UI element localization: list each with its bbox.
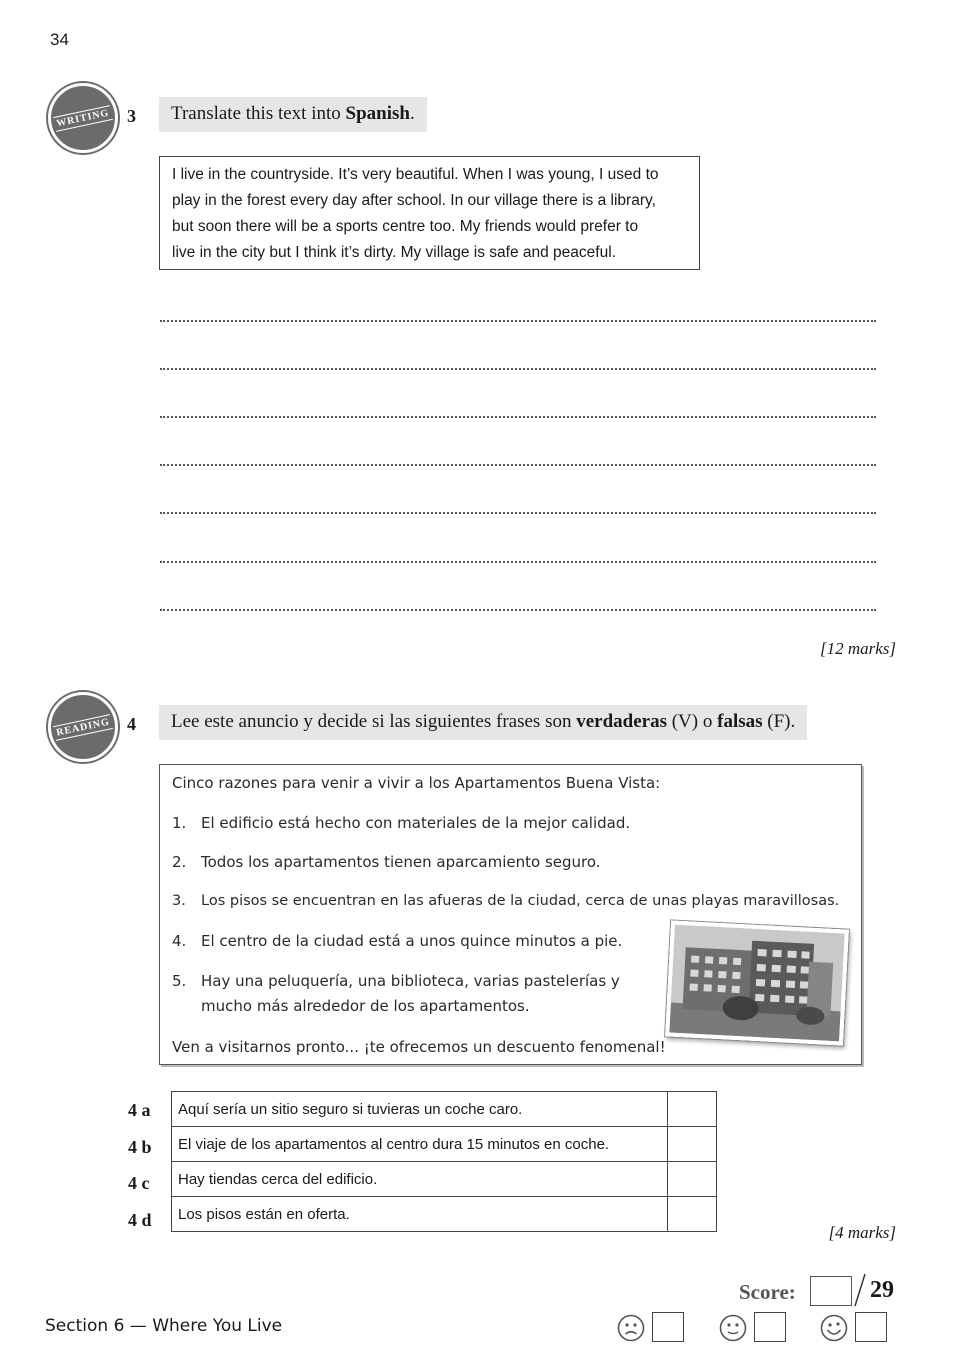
item-text: Los pisos se encuentran en las afueras de la ciudad, cerca de unas playas maravillosas. xyxy=(201,893,840,909)
question-4-instruction xyxy=(159,705,807,740)
question-3-instruction xyxy=(159,97,427,132)
item-number: 3. xyxy=(172,893,186,909)
happy-rating-box[interactable] xyxy=(855,1312,887,1342)
reading-badge-label: READING xyxy=(53,714,113,741)
advert-item xyxy=(172,932,622,950)
statement-label: 4 b xyxy=(128,1137,152,1157)
item-number: 4. xyxy=(172,932,187,950)
answer-line[interactable] xyxy=(160,368,876,370)
question-3-marks: [12 marks] xyxy=(819,639,896,658)
advert-heading: Cinco razones para venir a vivir a los Apartamentos Buena Vista: xyxy=(172,774,661,792)
statement-label: 4 d xyxy=(128,1210,152,1230)
section-footer: Section 6 — Where You Live xyxy=(45,1316,283,1336)
answer-line[interactable] xyxy=(160,416,876,418)
writing-badge-icon xyxy=(48,83,118,153)
instr-part: Lee este anuncio y decide si las siguientes frases son xyxy=(171,711,577,732)
instruction-end: . xyxy=(409,103,415,124)
instr-bold-false: falsas xyxy=(717,711,763,732)
building-illustration xyxy=(669,925,844,1042)
question-3-number: 3 xyxy=(127,106,136,126)
advert-item-continuation: mucho más alrededor de los apartamentos. xyxy=(201,997,530,1015)
apartment-building-photo xyxy=(665,920,849,1045)
translation-text-box xyxy=(159,156,700,270)
sad-rating-box[interactable] xyxy=(652,1312,684,1342)
advert-item xyxy=(172,853,601,871)
advert-item xyxy=(172,972,620,990)
answer-cell[interactable] xyxy=(668,1127,717,1162)
item-text: Todos los apartamentos tienen aparcamiento seguro. xyxy=(201,853,601,871)
neutral-rating-box[interactable] xyxy=(754,1312,786,1342)
page-number: 34 xyxy=(50,30,69,49)
question-4-number: 4 xyxy=(127,714,136,734)
score-total: 29 xyxy=(870,1277,894,1303)
statement-text: Aquí sería un sitio seguro si tuvieras un coche caro. xyxy=(172,1092,668,1127)
advert-closing: Ven a visitarnos pronto... ¡te ofrecemos un descuento fenomenal! xyxy=(172,1038,666,1056)
answer-cell[interactable] xyxy=(668,1092,717,1127)
instr-part: (V) o xyxy=(666,711,718,732)
answer-line[interactable] xyxy=(160,561,876,563)
item-number: 2. xyxy=(172,853,187,871)
statement-text: Hay tiendas cerca del edificio. xyxy=(172,1162,668,1197)
text-line: but soon there will be a sports centre too. My friends would prefer to xyxy=(172,218,639,235)
happy-face-icon xyxy=(820,1314,848,1342)
instr-bold-true: verdaderas xyxy=(576,711,667,732)
item-text: Hay una peluquería, una biblioteca, varias pastelerías y xyxy=(201,972,620,990)
statement-label: 4 a xyxy=(128,1100,151,1120)
instr-part: (F). xyxy=(762,711,796,732)
advert-item xyxy=(172,814,630,832)
answer-cell[interactable] xyxy=(668,1162,717,1197)
table-row xyxy=(172,1092,717,1127)
text-line: play in the forest every day after school. In our village there is a library, xyxy=(172,192,656,209)
instruction-bold: Spanish xyxy=(345,103,410,124)
neutral-face-icon xyxy=(719,1314,747,1342)
answer-line[interactable] xyxy=(160,464,876,466)
item-text: El edificio está hecho con materiales de la mejor calidad. xyxy=(201,814,631,832)
writing-badge-label: WRITING xyxy=(53,105,113,132)
answer-line[interactable] xyxy=(160,512,876,514)
item-number: 1. xyxy=(172,814,187,832)
reading-badge-icon xyxy=(48,692,118,762)
advert-item xyxy=(172,893,839,909)
answer-line[interactable] xyxy=(160,609,876,611)
table-row xyxy=(172,1162,717,1197)
score-label: Score: xyxy=(739,1280,796,1304)
score-input-box[interactable] xyxy=(810,1276,852,1306)
score-slash-icon xyxy=(853,1272,867,1308)
instruction-text: Translate this text into xyxy=(171,103,346,124)
table-row xyxy=(172,1127,717,1162)
text-line: I live in the countryside. It’s very beautiful. When I was young, I used to xyxy=(172,166,659,183)
answer-cell[interactable] xyxy=(668,1197,717,1232)
table-row xyxy=(172,1197,717,1232)
answer-line[interactable] xyxy=(160,320,876,322)
item-number: 5. xyxy=(172,972,187,990)
text-line: live in the city but I think it’s dirty. My village is safe and peaceful. xyxy=(172,244,616,261)
sad-face-icon xyxy=(617,1314,645,1342)
item-text: El centro de la ciudad está a unos quince minutos a pie. xyxy=(201,932,623,950)
statement-text: Los pisos están en oferta. xyxy=(172,1197,668,1232)
statement-text: El viaje de los apartamentos al centro dura 15 minutos en coche. xyxy=(172,1127,668,1162)
statements-table xyxy=(171,1091,717,1232)
question-4-marks: [4 marks] xyxy=(828,1223,896,1242)
statement-label: 4 c xyxy=(128,1173,150,1193)
